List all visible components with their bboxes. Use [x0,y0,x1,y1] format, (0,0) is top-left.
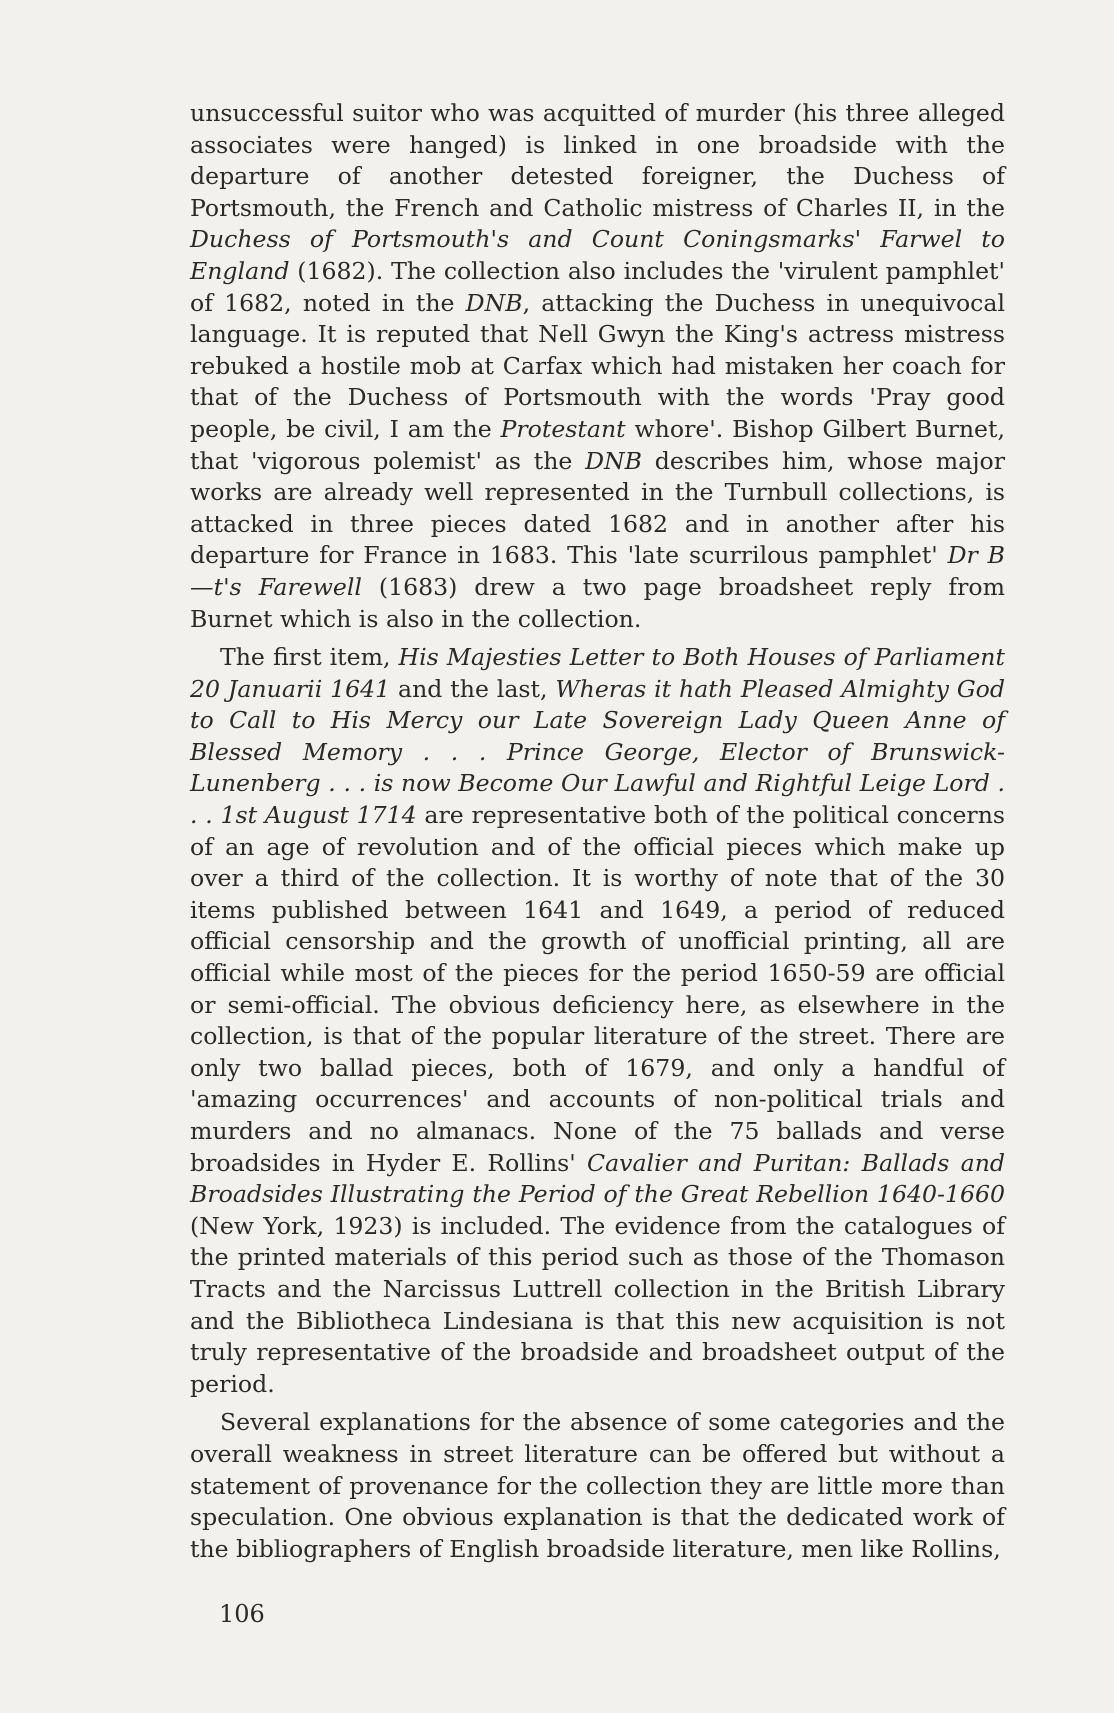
text-run: unsuccessful suitor who was acquitted of murder (his three alleged associates were hanged) is linked in one broadside with the departure of another detested foreigner, the Duchess of Portsmouth, the French and Catholic mistress of Charles II, in the [190,99,1005,222]
text-run: Several explanations for the absence of some categories and the overall weakness in street literature can be offered but without a statement of provenance for the collection they are little more than speculation. One obvious explanation is that the dedicated work of the bibliographers of English broadside literature, men like Rollins, [190,1408,1005,1563]
paragraph-1 [190,98,1005,635]
italic-title: Cavalier and Puritan: Ballads and Broadsides Illustrating the Period of the Great Rebellion 1640-1660 [190,1148,1006,1209]
body-text [190,98,1005,1565]
italic-title: Wheras it hath Pleased Almighty God to Call to His Mercy our Late Sovereign Lady Queen Anne of Blessed Memory . . . Prince George, Elector of Brunswick-Lunenberg . . . is now Become Our Lawful and Rightful Leige Lord . . . 1st August 1714 [190,674,1005,830]
paragraph-3 [190,1407,1005,1565]
text-run: (1683) drew a two page broadsheet reply from Burnet which is also in the collection. [190,572,1005,633]
text-run: are representative both of the political concerns of an age of revolution and of the official pieces which make up over a third of the collection. It is worthy of note that of the 30 items published between 1641 and 1649, a period of reduced official censorship and the growth of unofficial printing, all are official while most of the pieces for the period 1650-59 are official or semi-official. The obvious deficiency here, as elsewhere in the collection, is that of the popular literature of the street. There are only two ballad pieces, both of 1679, and only a handful of 'amazing occurrences' and accounts of non-political trials and murders and no almanacs. None of the 75 ballads and verse broadsides in Hyder E. Rollins' [190,801,1005,1177]
italic-title: Protestant [500,414,626,443]
italic-title: Duchess of Portsmouth's and Count Coningsmarks' Farwel to England [190,225,1005,285]
paragraph-2 [190,642,1005,1400]
italic-title: DNB [585,446,643,475]
text-run: describes him, whose major works are already well represented in the Turnbull collections, is attacked in three pieces dated 1682 and in another after his departure for France in 1683. This 'late scurrilous pamphlet' [190,446,1005,570]
italic-title: Dr B—t's Farewell [190,541,1005,601]
page-number: 106 [219,1600,265,1628]
italic-title: His Majesties Letter to Both Houses of Parliament 20 Januarii 1641 [190,643,1005,703]
text-run: The first item, [220,643,399,672]
text-run: (1682). The collection also includes the 'virulent pamphlet' of 1682, noted in the [190,256,1005,317]
text-run: , attacking the Duchess in unequivocal language. It is reputed that Nell Gwyn the King's actress mistress rebuked a hostile mob at Carfax which had mistaken her coach for that of the Duchess of Portsmouth with the words 'Pray good people, be civil, I am the [190,288,1005,443]
text-run: and the last, [390,674,556,703]
text-run: whore'. Bishop Gilbert Burnet, that 'vigorous polemist' as the [190,414,1005,475]
italic-title: DNB [465,288,523,317]
text-run: (New York, 1923) is included. The evidence from the catalogues of the printed materials of this period such as those of the Thomason Tracts and the Narcissus Luttrell collection in the British Library and the Bibliotheca Lindesiana is that this new acquisition is not truly representative of the broadside and broadsheet output of the period. [190,1211,1005,1398]
